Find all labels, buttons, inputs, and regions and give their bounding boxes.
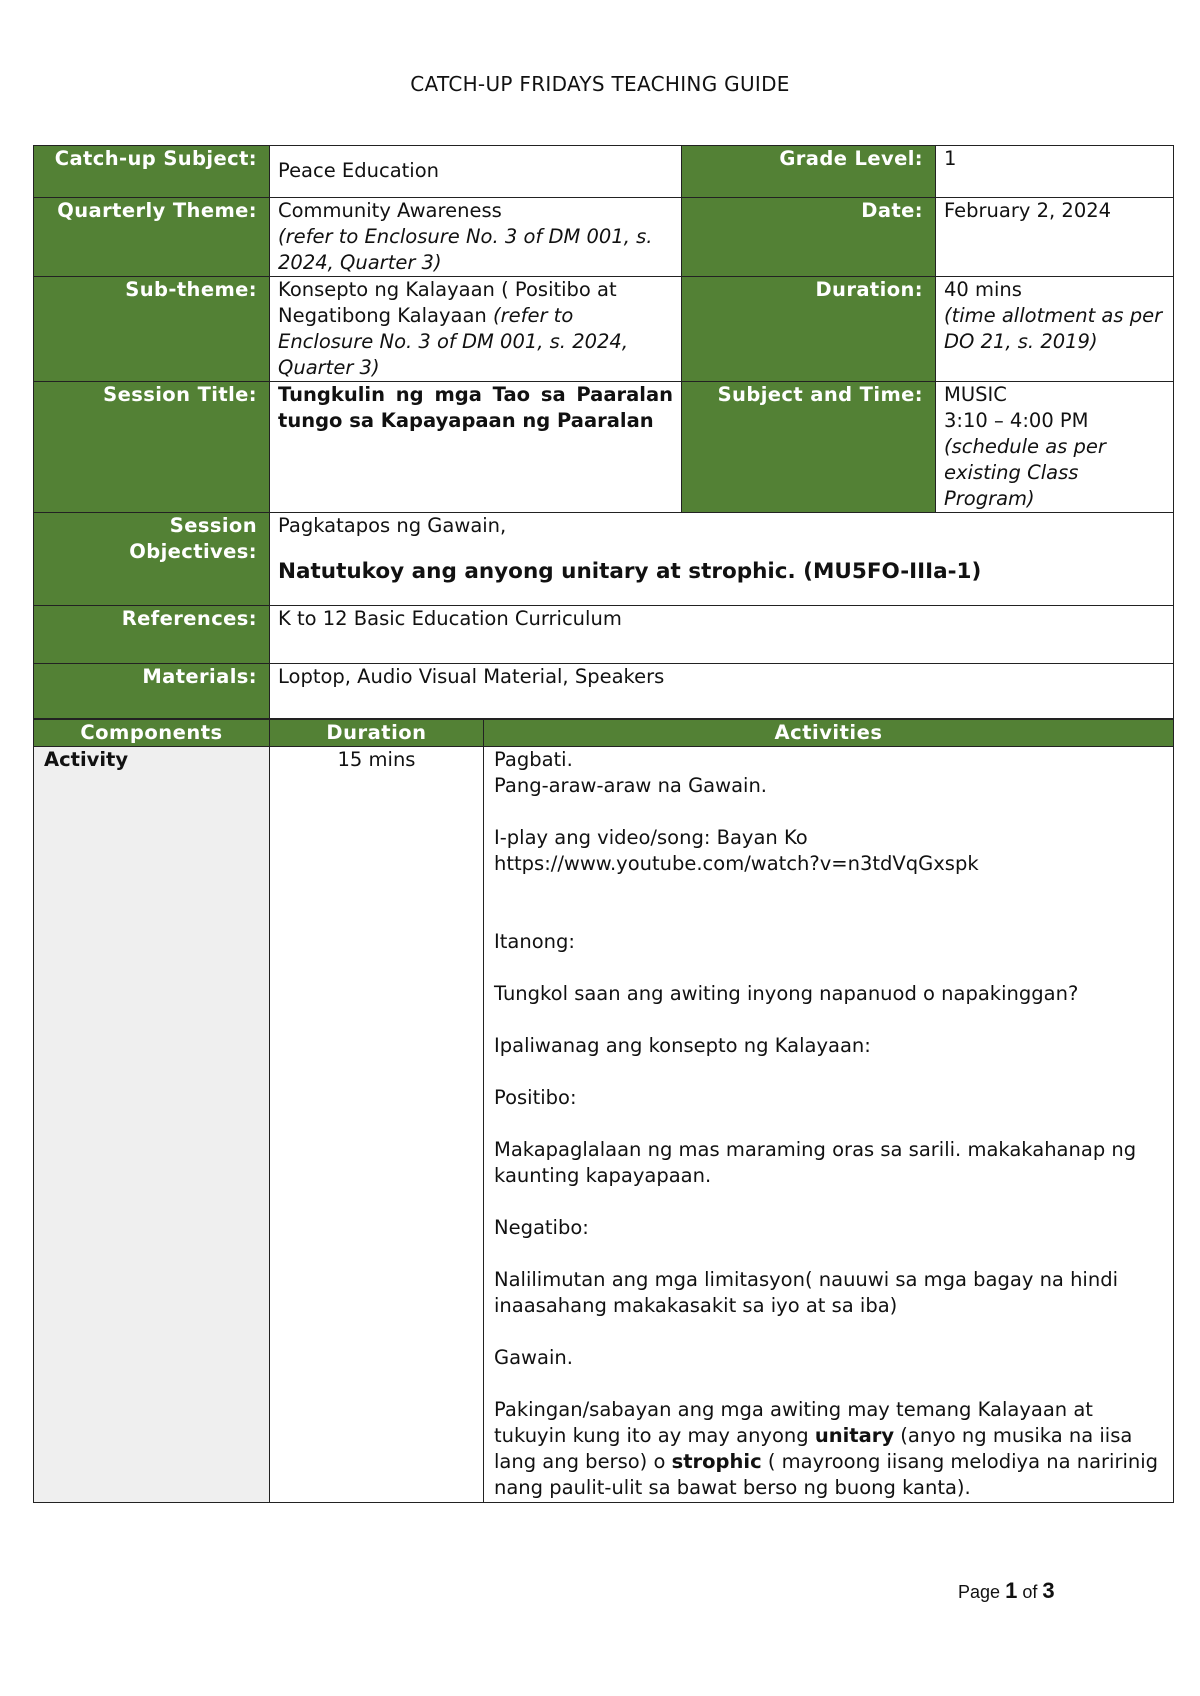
spacer xyxy=(494,1319,1165,1345)
current-page-number: 1 xyxy=(1005,1578,1018,1603)
page-word: Page xyxy=(958,1582,1001,1602)
activities-header: Activities xyxy=(484,720,1174,747)
spacer xyxy=(494,1371,1165,1397)
sub-theme-note: (refer to Enclosure No. 3 of DM 001, s. 2024, Quarter 3) xyxy=(278,304,629,379)
materials-label: Materials: xyxy=(34,664,270,719)
activity-line-positive-heading: Positibo: xyxy=(494,1086,577,1109)
activity-duration-cell: 15 mins xyxy=(270,747,484,1503)
grade-level-label: Grade Level: xyxy=(682,146,936,198)
video-link[interactable]: https://www.youtube.com/watch?v=n3tdVqGxspk xyxy=(494,852,979,875)
activity-line-positive-text: Makapaglalaan ng mas maraming oras sa sarili. makakahanap ng kaunting kapayapaan. xyxy=(494,1138,1137,1187)
components-header: Components xyxy=(34,720,270,747)
objectives-intro: Pagkatapos ng Gawain, xyxy=(278,514,507,537)
activity-line-play-video: I-play ang video/song: Bayan Ko xyxy=(494,826,808,849)
activity-table xyxy=(33,719,1174,1503)
grade-level-value: 1 xyxy=(936,146,1174,198)
sub-theme-value: Konsepto ng Kalayaan ( Positibo at Negatibong Kalayaan xyxy=(278,278,617,327)
subject-and-time-note: (schedule as per existing Class Program) xyxy=(944,435,1106,510)
info-row-references xyxy=(34,606,1174,664)
session-objectives-cell xyxy=(270,513,1174,606)
info-row-objectives xyxy=(34,513,1174,606)
spacer xyxy=(494,955,1165,981)
quarterly-theme-label: Quarterly Theme: xyxy=(34,198,270,277)
duration-note: (time allotment as per DO 21, s. 2019) xyxy=(944,304,1163,353)
component-cell: Activity xyxy=(34,747,270,1503)
activity-line-greeting: Pagbati. xyxy=(494,748,573,771)
objectives-main: Natutukoy ang anyong unitary at strophic. (MU5FO-IIIa-1) xyxy=(278,559,982,584)
duration-cell xyxy=(936,277,1174,382)
spacer xyxy=(494,1111,1165,1137)
activity-line-negative-text: Nalilimutan ang mga limitasyon( nauuwi sa mga bagay na hindi inaasahang makakasakit sa iyo at sa iba) xyxy=(494,1268,1119,1317)
spacer xyxy=(494,799,1165,825)
duration-header: Duration xyxy=(270,720,484,747)
references-label: References: xyxy=(34,606,270,664)
page-footer xyxy=(958,1578,1055,1604)
total-pages-number: 3 xyxy=(1042,1578,1055,1603)
task-text-part: Pakingan/sabayan ang mga awiting may temang Kalayaan at tukuyin kung ito ay may anyong xyxy=(494,1398,1093,1447)
spacer xyxy=(494,1059,1165,1085)
spacer xyxy=(494,1189,1165,1215)
activity-line-ask: Itanong: xyxy=(494,930,575,953)
quarterly-theme-note: (refer to Enclosure No. 3 of DM 001, s. 2024, Quarter 3) xyxy=(278,225,653,274)
activity-line-task-text xyxy=(494,1397,1165,1501)
spacer xyxy=(494,1241,1165,1267)
activity-table-header xyxy=(34,720,1174,747)
info-row-theme xyxy=(34,198,1174,277)
quarterly-theme-value: Community Awareness xyxy=(278,199,502,222)
subject-value: Peace Education xyxy=(270,146,682,198)
info-row-materials xyxy=(34,664,1174,719)
session-objectives-label: Session Objectives: xyxy=(34,513,270,606)
subject-label: Catch-up Subject: xyxy=(34,146,270,198)
references-value: K to 12 Basic Education Curriculum xyxy=(270,606,1174,664)
date-value: February 2, 2024 xyxy=(936,198,1174,277)
quarterly-theme-cell xyxy=(270,198,682,277)
subject-and-time-cell xyxy=(936,382,1174,513)
activities-cell xyxy=(484,747,1174,1503)
spacer xyxy=(494,877,1165,903)
task-text-part: ( mayroong iisang melodiya na naririnig nang paulit-ulit sa bawat berso ng buong kanta). xyxy=(494,1450,1159,1499)
spacer xyxy=(494,1007,1165,1033)
activity-line-question: Tungkol saan ang awiting inyong napanuod o napakinggan? xyxy=(494,982,1079,1005)
activity-line-task-heading: Gawain. xyxy=(494,1346,573,1369)
info-row-session-title xyxy=(34,382,1174,513)
document-title: CATCH-UP FRIDAYS TEACHING GUIDE xyxy=(410,72,790,96)
subject-and-time-label: Subject and Time: xyxy=(682,382,936,513)
duration-label: Duration: xyxy=(682,277,936,382)
subject-and-time-time: 3:10 – 4:00 PM xyxy=(944,409,1089,432)
activity-line-routine: Pang-araw-araw na Gawain. xyxy=(494,774,768,797)
activity-line-explain: Ipaliwanag ang konsepto ng Kalayaan: xyxy=(494,1034,871,1057)
session-info-table xyxy=(33,145,1174,719)
duration-value: 40 mins xyxy=(944,278,1022,301)
subject-and-time-subject: MUSIC xyxy=(944,383,1007,406)
activity-row xyxy=(34,747,1174,1503)
session-title-value: Tungkulin ng mga Tao sa Paaralan tungo sa Kapayapaan ng Paaralan xyxy=(270,382,682,513)
task-text-part: (anyo ng musika na iisa lang ang berso) o xyxy=(494,1424,1133,1473)
materials-value: Loptop, Audio Visual Material, Speakers xyxy=(270,664,1174,719)
session-title-label: Session Title: xyxy=(34,382,270,513)
info-row-subtheme xyxy=(34,277,1174,382)
info-row-subject xyxy=(34,146,1174,198)
sub-theme-cell xyxy=(270,277,682,382)
activity-line-negative-heading: Negatibo: xyxy=(494,1216,589,1239)
task-term-unitary: unitary xyxy=(814,1424,895,1447)
spacer xyxy=(494,903,1165,929)
sub-theme-label: Sub-theme: xyxy=(34,277,270,382)
of-word: of xyxy=(1022,1582,1038,1602)
task-term-strophic: strophic xyxy=(671,1450,762,1473)
date-label: Date: xyxy=(682,198,936,277)
